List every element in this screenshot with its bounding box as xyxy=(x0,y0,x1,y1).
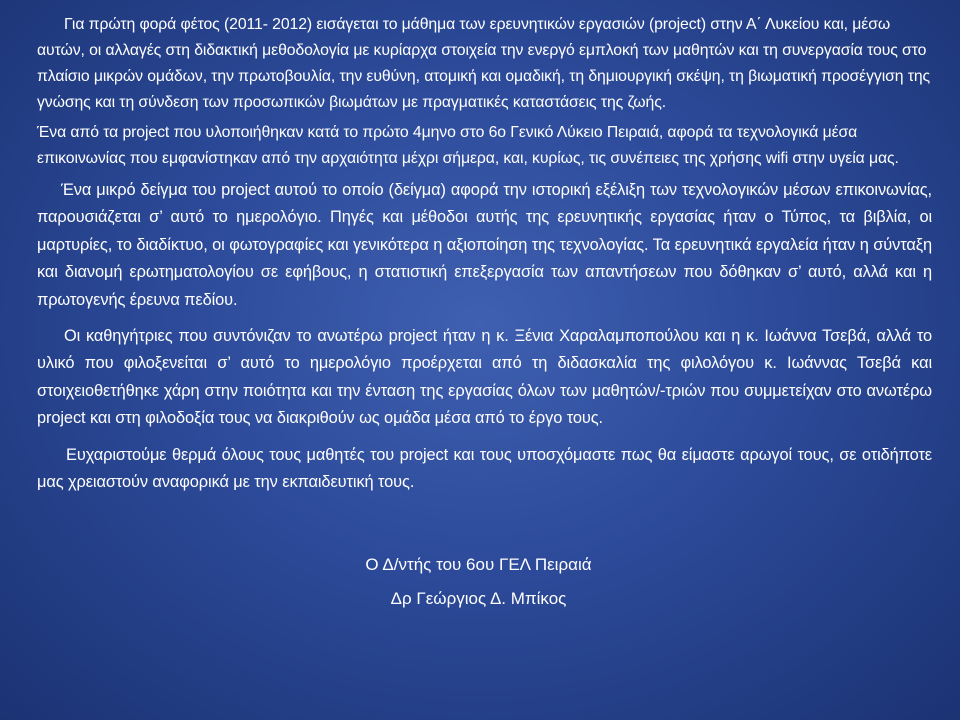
signature-block xyxy=(37,548,932,616)
signature-name: Δρ Γεώργιος Δ. Μπίκος xyxy=(390,589,567,609)
teachers-paragraph: Οι καθηγήτριες που συντόνιζαν το ανωτέρω project ήταν η κ. Ξένια Χαραλαμποπούλου και η κ. Ιωάννα Τσεβά, αλλά το υλικό που φιλοξενείται σ’ αυτό το ημερολόγιο προέρχεται από τη διδασκαλία της φιλολόγου κ. Ιωάννας Τσεβά και στοιχειοθετήθηκε χάρη στην ποιότητα και την ένταση της εργασίας όλων των μαθητών/-τριών που συμμετείχαν στο ανωτέρω project και στη φιλοδοξία τους να διακριθούν ως ομάδα μέσα από το έργο τους. xyxy=(37,327,932,428)
intro-paragraph: Για πρώτη φορά φέτος (2011- 2012) εισάγεται το μάθημα των ερευνητικών εργασιών (project) στην Α΄ Λυκείου και, μέσω αυτών, οι αλλαγές στη διδακτική μεθοδολογία με κυρίαρχα στοιχεία την ενεργό εμπλοκή των μαθητών και τη συνεργασία τους στο πλαίσιο μικρών ομάδων, την πρωτοβουλία, την ευθύνη, ατομική και ομαδική, τη δημιουργική σκέψη, τη βιωματική προσέγγιση της γνώσης και τη σύνδεση των προσωπικών βιωμάτων με πραγματικές καταστάσεις της ζωής. xyxy=(37,16,931,111)
signature-title: Ο Δ/ντής του 6ου ΓΕΛ Πειραιά xyxy=(365,555,592,575)
thanks-paragraph: Ευχαριστούμε θερμά όλους τους μαθητές του project και τους υποσχόμαστε πως θα είμαστε αρωγοί τους, σε οτιδήποτε μας χρειαστούν αναφορικά με την εκπαιδευτική τους. xyxy=(37,445,932,492)
sample-paragraph: Ένα μικρό δείγμα του project αυτού το οποίο (δείγμα) αφορά την ιστορική εξέλιξη των τεχνολογικών μέσων επικοινωνίας, παρουσιάζεται σ’ αυτό το ημερολόγιο. Πηγές και μέθοδοι αυτής της ερευνητικής εργασίας ήταν ο Τύπος, τα βιβλία, οι μαρτυρίες, το διαδίκτυο, οι φωτογραφίες και γενικότερα η αξιοποίηση της τεχνολογίας. Τα ερευνητικά εργαλεία ήταν η σύνταξη και διανομή ερωτηματολογίου σε εφήβους, η στατιστική επεξεργασία των απαντήσεων που δόθηκαν σ’ αυτό, αλλά και η πρωτογενής έρευνα πεδίου. xyxy=(37,181,932,309)
project-paragraph: Ένα από τα project που υλοποιήθηκαν κατά το πρώτο 4μηνο στο 6ο Γενικό Λύκειο Πειραιά, αφορά τα τεχνολογικά μέσα επικοινωνίας που εμφανίστηκαν από την αρχαιότητα μέχρι σήμερα, και, κυρίως, τις συνέπειες της χρήσης wifi στην υγεία μας. xyxy=(37,124,899,167)
